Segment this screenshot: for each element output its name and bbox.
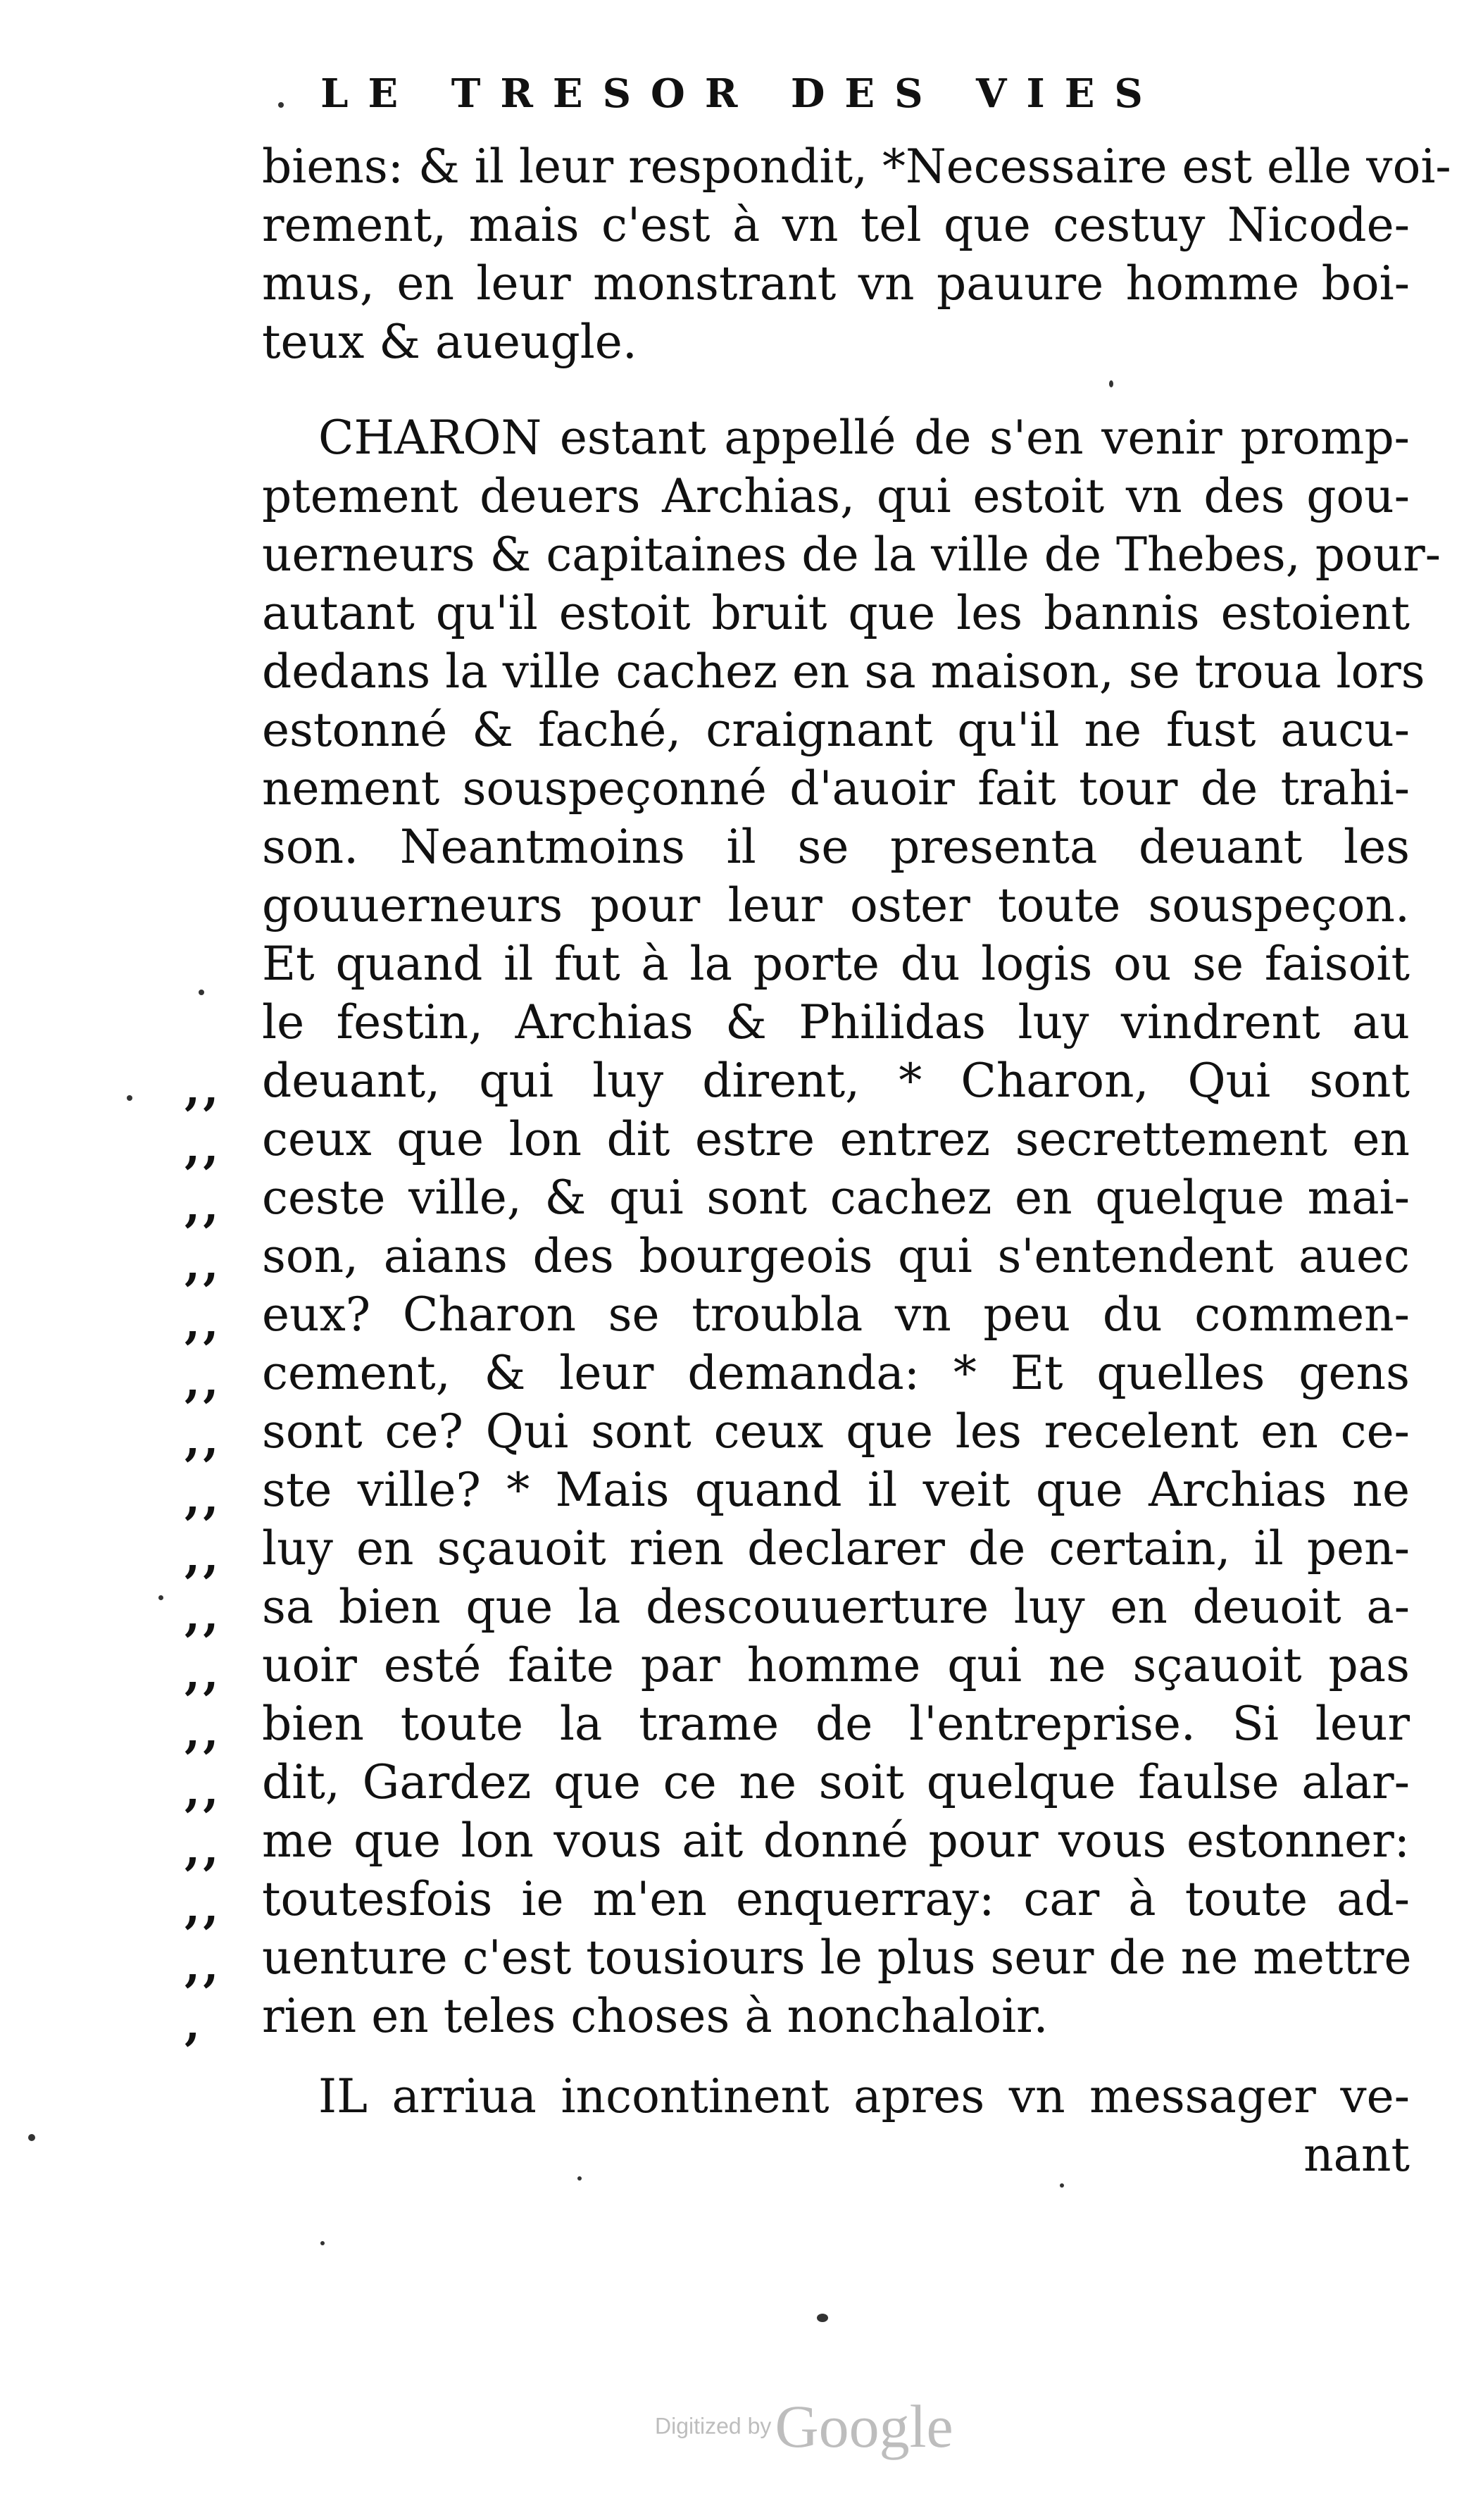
text-line: cement, & leur demanda: * Et quelles gens [262, 1346, 1410, 1400]
scan-speck [1109, 380, 1113, 387]
quote-mark: ,, [184, 1940, 222, 1992]
watermark-prefix: Digitized by [655, 2413, 772, 2439]
text-line: biens: & il leur respondit, *Necessaire est elle voi- [262, 139, 1451, 194]
text-line: dedans la ville cachez en sa maison, se troua lors [262, 644, 1425, 699]
text-line: ceste ville, & qui sont cachez en quelque mai- [262, 1171, 1410, 1225]
running-head: LE TRESOR DES VIES [320, 70, 1163, 117]
quote-mark: ,, [184, 1180, 222, 1233]
digitized-by-watermark [655, 2391, 1007, 2462]
text-line: ceux que lon dit estre entrez secrettement en [262, 1112, 1410, 1166]
scan-speck [577, 2176, 582, 2181]
quote-mark: ,, [184, 1706, 222, 1759]
quote-mark: ,, [184, 1823, 222, 1876]
text-line: son, aians des bourgeois qui s'entendent auec [262, 1229, 1410, 1283]
text-line: teux & aueugle. [262, 315, 637, 369]
text-line: Et quand il fut à la porte du logis ou se faisoit [262, 937, 1410, 991]
scan-speck [817, 2314, 828, 2322]
quote-mark: ,, [184, 1881, 222, 1934]
text-line: rement, mais c'est à vn tel que cestuy Nicode- [262, 198, 1410, 252]
quote-mark: ,, [184, 1355, 222, 1408]
paragraph-1 [262, 137, 1451, 371]
text-line: sa bien que la descouuerture luy en deuoit a- [262, 1580, 1410, 1634]
paragraph-3 [262, 2067, 1410, 2184]
quote-mark: ,, [184, 1414, 222, 1466]
text-line: IL arriua incontinent apres vn messager ve- [318, 2069, 1410, 2123]
scan-speck [28, 2134, 35, 2141]
quote-mark: ,, [184, 1121, 222, 1174]
scan-speck [158, 1595, 163, 1600]
marginal-quotation-marks [184, 1060, 255, 2054]
scan-speck [320, 2241, 325, 2245]
quote-mark: ,, [184, 1472, 222, 1525]
text-line: nement souspeçonné d'auoir fait tour de trahi- [262, 761, 1410, 816]
text-line: CHARON estant appellé de s'en venir promp- [318, 411, 1410, 465]
text-line: sont ce? Qui sont ceux que les recelent en ce- [262, 1404, 1410, 1459]
text-line: son. Neantmoins il se presenta deuant les [262, 820, 1410, 874]
text-line: eux? Charon se troubla vn peu du commen- [262, 1287, 1410, 1342]
scan-speck [1060, 2183, 1064, 2188]
quote-mark: , [184, 1998, 204, 2051]
quote-mark: ,, [184, 1063, 222, 1116]
watermark-brand: Google [775, 2393, 953, 2460]
scan-speck [199, 990, 204, 995]
catchword: nant [1303, 2128, 1410, 2182]
quote-mark: ,, [184, 1589, 222, 1642]
text-line: rien en teles choses à nonchaloir. [262, 1989, 1049, 2043]
text-line: uenture c'est tousiours le plus seur de ne mettre [262, 1930, 1412, 1985]
text-line: ptement deuers Archias, qui estoit vn des gou- [262, 469, 1410, 523]
quote-mark: ,, [184, 1238, 222, 1291]
text-line: autant qu'il estoit bruit que les bannis estoient [262, 586, 1410, 640]
scan-speck [278, 102, 284, 108]
text-line: estonné & faché, craignant qu'il ne fust aucu- [262, 703, 1410, 757]
text-line: mus, en leur monstrant vn pauure homme boi- [262, 256, 1410, 311]
text-line: ste ville? * Mais quand il veit que Archias ne [262, 1463, 1410, 1517]
text-line: gouuerneurs pour leur oster toute souspeçon. [262, 878, 1410, 932]
text-line: deuant, qui luy dirent, * Charon, Qui sont [262, 1054, 1410, 1108]
quote-mark: ,, [184, 1647, 222, 1700]
paragraph-2 [262, 408, 1441, 2045]
quote-mark: ,, [184, 1764, 222, 1817]
text-line: me que lon vous ait donné pour vous estonner: [262, 1814, 1410, 1868]
text-line: dit, Gardez que ce ne soit quelque faulse alar- [262, 1755, 1410, 1809]
scan-speck [127, 1095, 132, 1101]
text-line: uoir esté faite par homme qui ne sçauoit pas [262, 1638, 1410, 1692]
text-line: le festin, Archias & Philidas luy vindrent au [262, 995, 1410, 1049]
text-line: toutesfois ie m'en enquerray: car à toute ad- [262, 1872, 1410, 1926]
quote-mark: ,, [184, 1530, 222, 1583]
text-line: luy en sçauoit rien declarer de certain, il pen- [262, 1521, 1410, 1576]
quote-mark: ,, [184, 1297, 222, 1349]
text-line: uerneurs & capitaines de la ville de Thebes, pour- [262, 528, 1441, 582]
text-line: bien toute la trame de l'entreprise. Si leur [262, 1697, 1410, 1751]
